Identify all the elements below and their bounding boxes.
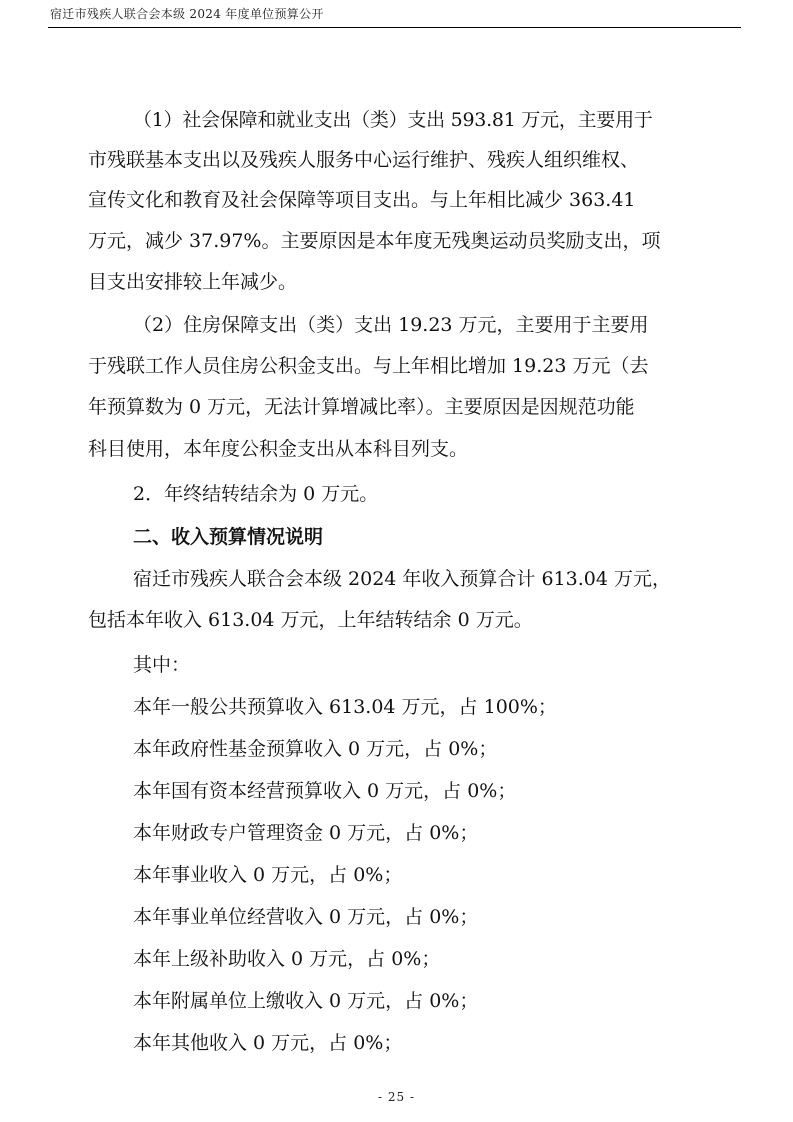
- section-heading: 二、收入预算情况说明: [133, 526, 324, 548]
- list-item: 本年事业单位经营收入 0 万元，占 0%；: [133, 906, 479, 928]
- paragraph-line: 于残联工作人员住房公积金支出。与上年相比增加 19.23 万元（去: [88, 355, 649, 377]
- list-item: 本年其他收入 0 万元，占 0%；: [133, 1032, 403, 1054]
- list-item: 本年一般公共预算收入 613.04 万元，占 100%；: [133, 696, 557, 718]
- text-run: （1）社会保障和就业支出（类）支出 593.81 万元，主要用于: [133, 109, 653, 131]
- list-item: 本年国有资本经营预算收入 0 万元，占 0%；: [133, 780, 517, 802]
- document-header-title: 宿迁市残疾人联合会本级 2024 年度单位预算公开: [50, 7, 324, 21]
- paragraph-line: 市残联基本支出以及残疾人服务中心运行维护、残疾人组织维权、: [88, 149, 640, 171]
- paragraph-line: 年预算数为 0 万元，无法计算增减比率）。主要原因是因规范功能: [88, 396, 635, 418]
- list-item: 本年财政专户管理资金 0 万元，占 0%；: [133, 822, 479, 844]
- paragraph-line: 包括本年收入 613.04 万元，上年结转结余 0 万元。: [88, 609, 533, 631]
- paragraph-line: 2．年终结转结余为 0 万元。: [133, 483, 379, 505]
- paragraph-line: 目支出安排较上年减少。: [88, 271, 298, 293]
- paragraph-line: [133, 108, 753, 132]
- paragraph-line: 万元，减少 37.97%。主要原因是本年度无残奥运动员奖励支出，项: [88, 230, 661, 252]
- page-number: - 25 -: [377, 1090, 415, 1104]
- paragraph-line: （2）住房保障支出（类）支出 19.23 万元，主要用于主要用: [133, 314, 649, 336]
- paragraph-line: 科目使用，本年度公积金支出从本科目列支。: [88, 438, 469, 460]
- list-item: 本年政府性基金预算收入 0 万元，占 0%；: [133, 738, 498, 760]
- list-item: 本年附属单位上缴收入 0 万元，占 0%；: [133, 990, 479, 1012]
- paragraph-line: 宿迁市残疾人联合会本级 2024 年收入预算合计 613.04 万元，: [133, 568, 671, 590]
- paragraph-line: 其中：: [133, 654, 191, 676]
- list-item: 本年事业收入 0 万元，占 0%；: [133, 864, 403, 886]
- list-item: 本年上级补助收入 0 万元，占 0%；: [133, 948, 441, 970]
- paragraph-line: 宣传文化和教育及社会保障等项目支出。与上年相比减少 363.41: [88, 189, 636, 211]
